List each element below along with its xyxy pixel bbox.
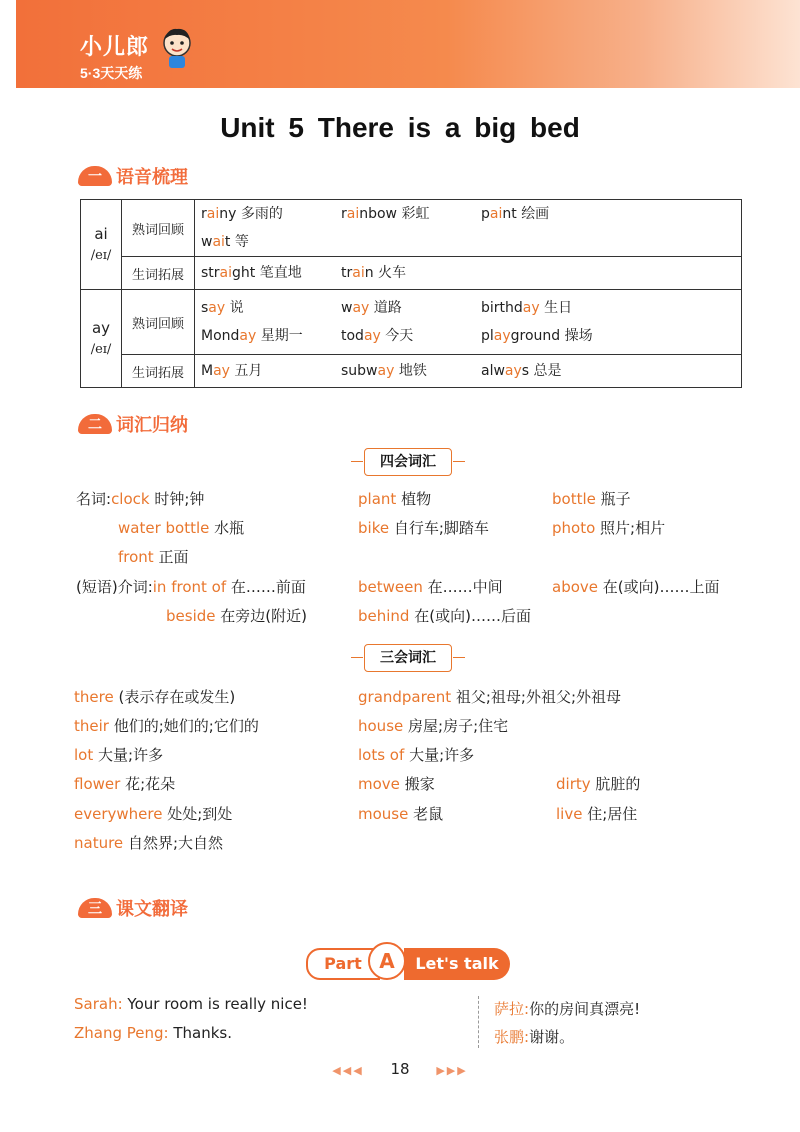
word-part: t — [224, 234, 231, 250]
vocab-row — [74, 686, 235, 707]
label-expand: 生词拓展 — [122, 355, 195, 388]
phonics-letters: ai — [212, 234, 225, 250]
word-meaning: 今天 — [385, 328, 414, 344]
word-part: M — [201, 363, 214, 379]
three-skill-label: 三会词汇 — [364, 644, 452, 672]
phonics-word — [341, 200, 481, 228]
vocab-cn: 他们的;她们的;它们的 — [113, 717, 259, 735]
vocab-en: their — [74, 717, 109, 735]
prep-prefix: (短语)介词: — [76, 578, 153, 596]
section-title: 语音梳理 — [116, 167, 188, 188]
vocab-row — [358, 517, 489, 538]
vocab-en: lot — [74, 746, 94, 764]
vocab-row — [74, 803, 232, 824]
word-part: birthd — [481, 300, 523, 316]
phonics-letters: ay — [208, 300, 226, 316]
word-meaning: 总是 — [533, 363, 562, 379]
vocab-cn: 在旁边(附近) — [220, 607, 307, 625]
vocab-en: bottle — [552, 490, 596, 508]
sound-cell-ai — [81, 200, 122, 290]
word-meaning: 地铁 — [398, 363, 427, 379]
phonics-word — [201, 294, 341, 322]
line-text: Thanks. — [168, 1024, 233, 1042]
vocab-cn: 房屋;房子;住宅 — [408, 717, 509, 735]
vocab-en: flower — [74, 775, 121, 793]
vocab-cn: 搬家 — [404, 775, 435, 793]
vocab-row — [166, 605, 307, 626]
word-meaning: 等 — [234, 234, 249, 250]
ipa-ai: /eɪ/ — [90, 248, 112, 264]
phonics-word — [341, 259, 481, 287]
vocab-cn: 照片;相片 — [600, 519, 666, 537]
phonics-table — [80, 199, 742, 388]
vocab-row — [74, 773, 175, 794]
phonics-letters: ai — [352, 265, 365, 281]
speaker-cn: 张鹏 — [494, 1028, 525, 1046]
vocab-row — [556, 773, 640, 794]
vocab-cn: 在……中间 — [427, 578, 503, 596]
word-meaning: 绘画 — [521, 206, 550, 222]
phonics-letters: ay — [239, 328, 257, 344]
vocab-row — [76, 488, 204, 509]
part-letter: A — [368, 942, 406, 980]
phonics-letters: ay — [213, 363, 230, 379]
phonics-letters: ay — [504, 363, 522, 379]
word-part: n — [364, 265, 374, 281]
brand-name: 小儿郎 — [80, 34, 150, 59]
vocab-cn: 在(或向)……上面 — [602, 578, 720, 596]
vocab-cn: 在(或向)……后面 — [414, 607, 531, 625]
ipa-ay: /eɪ/ — [90, 342, 112, 358]
page-title: Unit 5 There is a big bed — [220, 112, 580, 143]
vocab-en: lots of — [358, 746, 405, 764]
word-part: nt — [502, 206, 517, 222]
section-badge: 一 — [78, 166, 112, 186]
word-part: Mond — [201, 328, 240, 344]
section-phonics-heading — [78, 162, 188, 190]
section-title: 课文翻译 — [116, 899, 188, 920]
word-meaning: 操场 — [564, 328, 593, 344]
vocab-row — [358, 576, 503, 597]
phonics-letters: ay — [493, 328, 511, 344]
vocab-row — [358, 803, 443, 824]
phonics-word — [481, 322, 621, 350]
vocab-en: above — [552, 578, 598, 596]
vocab-row — [118, 546, 188, 567]
word-part: ght — [232, 265, 256, 281]
phonics-word — [201, 228, 341, 256]
vocab-row — [358, 773, 435, 794]
vocab-row — [552, 488, 631, 509]
vocab-en: move — [358, 775, 400, 793]
phonics-word — [201, 357, 341, 385]
phonics-letters: ai — [219, 265, 233, 281]
mascot-icon — [160, 26, 194, 70]
word-part: alw — [481, 363, 505, 379]
phonics-letters: ay — [522, 300, 540, 316]
label-expand: 生词拓展 — [122, 257, 195, 290]
vocab-en: bike — [358, 519, 390, 537]
vocab-en: photo — [552, 519, 596, 537]
vocab-cn: 瓶子 — [600, 490, 631, 508]
brand-sub: 5·3天天练 — [80, 65, 143, 81]
vocab-en: beside — [166, 607, 216, 625]
brand-logo — [80, 30, 149, 83]
phonics-letters: ay — [363, 328, 381, 344]
dialogue-line-en: Zhang Peng: Thanks. — [74, 1024, 233, 1042]
ai-review-words — [195, 200, 742, 257]
word-part: tod — [341, 328, 364, 344]
word-part: r — [201, 206, 207, 222]
vocab-en: dirty — [556, 775, 591, 793]
vocab-cn: 肮脏的 — [595, 775, 641, 793]
vocab-en: everywhere — [74, 805, 163, 823]
part-label: Part — [306, 948, 380, 980]
section-translation-heading — [78, 894, 188, 922]
sound-ai: ai — [94, 225, 108, 244]
line-text-cn: 谢谢。 — [529, 1028, 575, 1046]
vocab-cn: 正面 — [158, 548, 189, 566]
vocab-en: nature — [74, 834, 124, 852]
vocab-cn: 大量;许多 — [98, 746, 164, 764]
vocab-cn: 自行车;脚踏车 — [393, 519, 489, 537]
right-arrows-icon: ▶▶▶ — [436, 1064, 468, 1077]
ay-expand-words — [195, 355, 742, 388]
word-meaning: 笔直地 — [259, 265, 302, 281]
phonics-word — [201, 200, 341, 228]
vocab-en: plant — [358, 490, 397, 508]
vocab-row — [552, 517, 665, 538]
word-meaning: 火车 — [378, 265, 407, 281]
word-part: s — [521, 363, 530, 379]
word-part: nbow — [359, 206, 398, 222]
part-a-banner — [306, 942, 510, 982]
vocab-cn: (表示存在或发生) — [118, 688, 236, 706]
label-review: 熟词回顾 — [122, 290, 195, 355]
word-meaning: 多雨的 — [240, 206, 283, 222]
sound-cell-ay — [81, 290, 122, 388]
vocab-en: house — [358, 717, 404, 735]
vocab-row — [76, 576, 306, 597]
vocab-cn: 花;花朵 — [125, 775, 176, 793]
word-part: ground — [510, 328, 561, 344]
vocab-en: clock — [111, 490, 150, 508]
vocab-en: grandparent — [358, 688, 452, 706]
phonics-letters: ai — [206, 206, 220, 222]
word-part: s — [201, 300, 209, 316]
word-part: w — [341, 300, 353, 316]
dialogue-line-en: Sarah: Your room is really nice! — [74, 995, 308, 1013]
page-footer — [0, 1060, 800, 1078]
word-meaning: 说 — [229, 300, 244, 316]
phonics-word — [481, 294, 621, 322]
vocab-en: front — [118, 548, 154, 566]
vocab-cn: 在……前面 — [230, 578, 306, 596]
vocab-row — [118, 517, 244, 538]
ai-expand-words — [195, 257, 742, 290]
phonics-word — [201, 259, 341, 287]
vocab-cn: 祖父;祖母;外祖父;外祖母 — [455, 688, 622, 706]
left-arrows-icon: ◀◀◀ — [332, 1064, 364, 1077]
word-meaning: 生日 — [544, 300, 573, 316]
phonics-word — [481, 357, 621, 385]
vocab-row — [358, 488, 431, 509]
word-part: r — [341, 206, 347, 222]
vocab-en: between — [358, 578, 423, 596]
vocab-en: behind — [358, 607, 410, 625]
line-text: Your room is really nice! — [122, 995, 308, 1013]
vocab-row — [358, 744, 474, 765]
column-divider — [478, 996, 479, 1048]
vocab-en: in front of — [152, 578, 227, 596]
phonics-word — [481, 200, 621, 228]
phonics-letters: ay — [377, 363, 395, 379]
vocab-en: mouse — [358, 805, 409, 823]
phonics-letters: ai — [346, 206, 360, 222]
vocab-row — [74, 744, 163, 765]
page-number: 18 — [390, 1060, 410, 1078]
word-part: w — [201, 234, 213, 250]
word-meaning: 星期一 — [260, 328, 303, 344]
vocab-row — [556, 803, 637, 824]
phonics-letters: ai — [489, 206, 503, 222]
vocab-cn: 大量;许多 — [409, 746, 475, 764]
vocab-row — [74, 715, 259, 736]
vocab-cn: 自然界;大自然 — [127, 834, 223, 852]
sound-ay: ay — [91, 319, 111, 338]
vocab-row — [358, 605, 531, 626]
phonics-word — [201, 322, 341, 350]
vocab-row — [358, 686, 621, 707]
line-text-cn: 你的房间真漂亮! — [529, 1000, 641, 1018]
vocab-en: live — [556, 805, 583, 823]
word-part: str — [201, 265, 220, 281]
section-vocab-heading — [78, 410, 188, 438]
phonics-letters: ay — [352, 300, 370, 316]
dialogue-line-cn: 张鹏:谢谢。 — [494, 1028, 575, 1046]
vocab-row — [74, 832, 223, 853]
word-meaning: 彩虹 — [401, 206, 430, 222]
section-title: 词汇归纳 — [116, 415, 188, 436]
vocab-cn: 老鼠 — [413, 805, 444, 823]
vocab-en: there — [74, 688, 114, 706]
phonics-word — [341, 322, 481, 350]
vocab-cn: 植物 — [401, 490, 432, 508]
noun-prefix: 名词: — [76, 490, 112, 508]
lets-talk-label: Let's talk — [404, 948, 510, 980]
section-badge: 二 — [78, 414, 112, 434]
word-part: tr — [341, 265, 353, 281]
phonics-word — [341, 357, 481, 385]
vocab-en: water bottle — [118, 519, 210, 537]
word-part: ny — [219, 206, 237, 222]
word-part: subw — [341, 363, 378, 379]
word-part: p — [481, 206, 490, 222]
vocab-row — [358, 715, 508, 736]
word-meaning: 道路 — [373, 300, 402, 316]
ay-review-words — [195, 290, 742, 355]
dialogue-line-cn: 萨拉:你的房间真漂亮! — [494, 1000, 641, 1018]
phonics-word — [341, 294, 481, 322]
speaker-cn: 萨拉 — [494, 1000, 525, 1018]
speaker: Zhang Peng — [74, 1024, 164, 1042]
vocab-cn: 水瓶 — [214, 519, 245, 537]
word-meaning: 五月 — [234, 363, 263, 379]
vocab-cn: 处处;到处 — [167, 805, 233, 823]
speaker: Sarah — [74, 995, 118, 1013]
label-review: 熟词回顾 — [122, 200, 195, 257]
word-part: pl — [481, 328, 494, 344]
section-badge: 三 — [78, 898, 112, 918]
vocab-cn: 住;居住 — [587, 805, 638, 823]
four-skill-label: 四会词汇 — [364, 448, 452, 476]
vocab-cn: 时钟;钟 — [154, 490, 205, 508]
vocab-row — [552, 576, 720, 597]
